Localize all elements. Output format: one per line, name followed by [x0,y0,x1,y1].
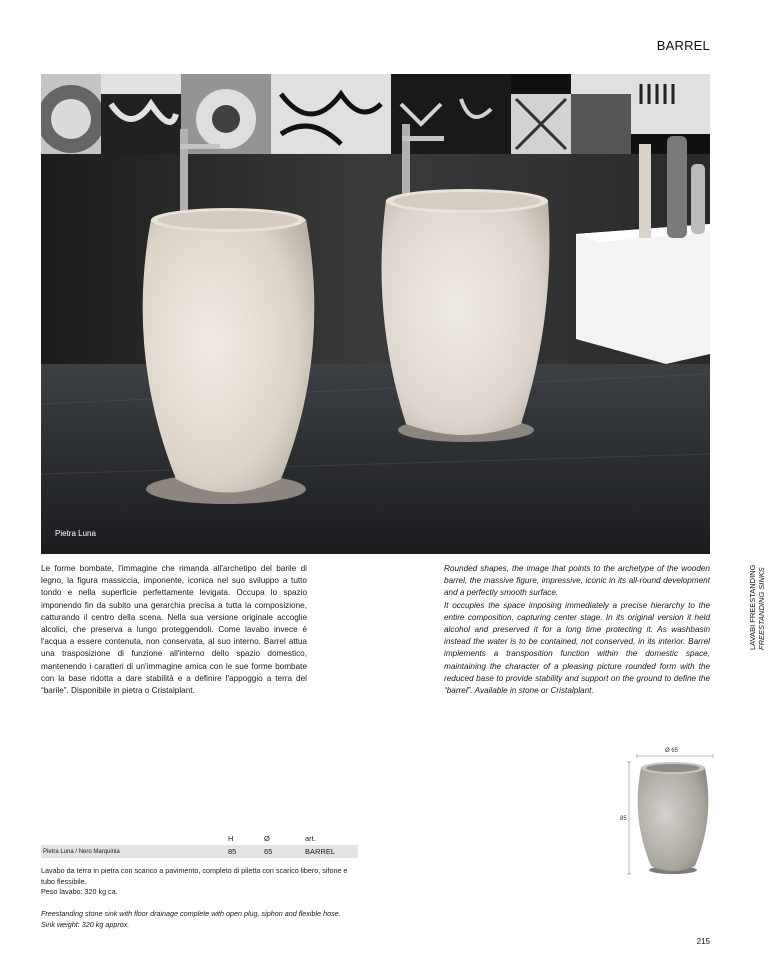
description-english [444,563,710,697]
product-photo-illustration [41,74,710,554]
product-photo [41,74,710,554]
side-label-italian: LAVABI FREESTANDING [748,564,757,650]
spec-description-italian [41,866,363,898]
photo-caption: Pietra Luna [55,529,96,538]
header-article: art. [305,834,316,843]
dimension-drawing [625,752,715,876]
row-article: BARREL [305,847,336,856]
description-english-paragraph-2: It occupies the space imposing immediately a precise hierarchy to the entire composition, capturing center stage. In its original version it held alcohol and preserved it for a long time protecting it. As washbasin instead the water is to be contained, not conserved, in its interior. Barrel implements a transposition function within the domestic space, maintaining the character of a pleasing picture rounded form with the reduced base to provide stability and support on the ground to define the “barrel”. Available in stone or Cristalplant. [444,600,710,696]
dimension-diameter: Ø 65 [665,748,679,754]
spec-description-english-line-1: Freestanding stone sink with floor drainage complete with open plug, siphon and flexible hose. [41,909,341,918]
page-number: 215 [696,937,710,946]
dimension-height: 85 [620,816,627,822]
side-label-english: FREESTANDING SINKS [757,567,766,650]
description-italian-text: Le forme bombate, l'immagine che rimanda all'archetipo del barile di legno, la figura massiccia, imponente, iconica nel suo sviluppo a tutto tondo e nella superficie perfettamente levigata. Occupa lo spazio imponendo fin da subito una gerarchia precisa a tutta la composizione, catturando il centro della scena. Nella sua versione originale accoglie alcolici, che preserva a lungo proteggendoli. Come lavabo invece è l'acqua a essere contenuta, non conservata, al suo interno. Barrel attua una trasposizione di funzione all'interno dello spazio domestico, mantenendo i caratteri di un'immagine amica con le sue forme bombate con la base ridotta a dare stabilità e a definire l'appoggio a terra del “barile”. Disponibile in pietra o Cristalplant. [41,564,307,696]
spec-description-english-line-2: Sink weight: 320 kg approx. [41,919,130,929]
spec-description-italian-line-1: Lavabo da terra in pietra con scarico a pavimento, completo di piletta con scarico libero, sifone e tubo flessibile. [41,866,348,886]
spec-table [41,832,358,858]
section-title: BARREL [656,38,710,53]
row-height: 85 [228,847,237,856]
description-english-paragraph-1: Rounded shapes, the image that points to the archetype of the wooden barrel, the massive figure, impressive, iconic in its all-round development and a perfectly smooth surface. [444,564,710,598]
spec-description-english [41,909,363,930]
row-diameter: 65 [264,847,273,856]
spec-table-header [41,832,358,845]
header-diameter: Ø [264,834,270,843]
header-height: H [228,834,234,843]
row-finish: Pietra Luna / Nero Marquinia [43,849,120,855]
table-row [41,845,358,858]
side-category-label [744,554,774,654]
spec-description-italian-line-2: Peso lavabo: 320 kg ca. [41,887,118,897]
description-italian [41,563,307,697]
